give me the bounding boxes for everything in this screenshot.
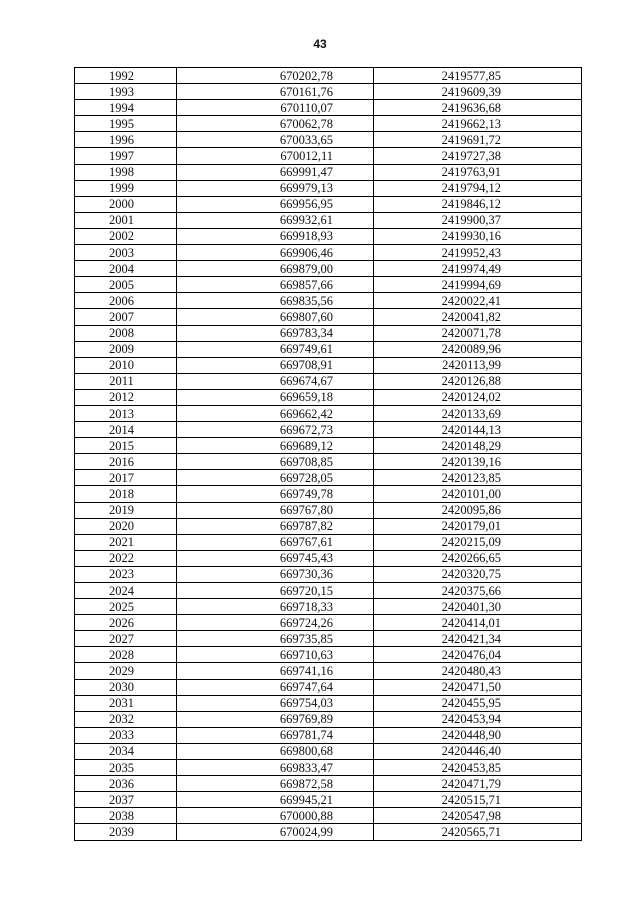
x-coordinate-cell: 669754,03 <box>177 695 374 711</box>
point-number-cell: 2034 <box>75 743 177 759</box>
table-row <box>75 132 582 148</box>
y-coordinate-cell: 2420113,99 <box>374 357 582 373</box>
y-coordinate-cell: 2419930,16 <box>374 228 582 244</box>
table-row <box>75 631 582 647</box>
x-coordinate-cell: 669749,78 <box>177 486 374 502</box>
x-coordinate-cell: 669769,89 <box>177 711 374 727</box>
y-coordinate-cell: 2420480,43 <box>374 663 582 679</box>
table-row <box>75 325 582 341</box>
y-coordinate-cell: 2419763,91 <box>374 164 582 180</box>
table-row <box>75 68 582 84</box>
y-coordinate-cell: 2420266,65 <box>374 550 582 566</box>
x-coordinate-cell: 669745,43 <box>177 550 374 566</box>
point-number-cell: 2037 <box>75 792 177 808</box>
y-coordinate-cell: 2419994,69 <box>374 277 582 293</box>
x-coordinate-cell: 670062,78 <box>177 116 374 132</box>
x-coordinate-cell: 669708,91 <box>177 357 374 373</box>
y-coordinate-cell: 2419609,39 <box>374 84 582 100</box>
table-row <box>75 357 582 373</box>
table-row <box>75 518 582 534</box>
table-row <box>75 566 582 582</box>
x-coordinate-cell: 669735,85 <box>177 631 374 647</box>
point-number-cell: 2014 <box>75 422 177 438</box>
coordinates-table-body <box>75 68 582 841</box>
x-coordinate-cell: 669767,80 <box>177 502 374 518</box>
table-row <box>75 180 582 196</box>
x-coordinate-cell: 669674,67 <box>177 373 374 389</box>
point-number-cell: 1992 <box>75 68 177 84</box>
x-coordinate-cell: 669787,82 <box>177 518 374 534</box>
x-coordinate-cell: 669956,95 <box>177 196 374 212</box>
point-number-cell: 2033 <box>75 727 177 743</box>
table-row <box>75 502 582 518</box>
point-number-cell: 1996 <box>75 132 177 148</box>
y-coordinate-cell: 2420375,66 <box>374 583 582 599</box>
table-row <box>75 615 582 631</box>
point-number-cell: 2015 <box>75 438 177 454</box>
x-coordinate-cell: 669730,36 <box>177 566 374 582</box>
y-coordinate-cell: 2420515,71 <box>374 792 582 808</box>
point-number-cell: 2020 <box>75 518 177 534</box>
point-number-cell: 2028 <box>75 647 177 663</box>
y-coordinate-cell: 2419846,12 <box>374 196 582 212</box>
x-coordinate-cell: 669749,61 <box>177 341 374 357</box>
table-row <box>75 824 582 840</box>
x-coordinate-cell: 669720,15 <box>177 583 374 599</box>
point-number-cell: 2022 <box>75 550 177 566</box>
x-coordinate-cell: 669708,85 <box>177 454 374 470</box>
table-row <box>75 647 582 663</box>
point-number-cell: 2029 <box>75 663 177 679</box>
point-number-cell: 1997 <box>75 148 177 164</box>
point-number-cell: 2025 <box>75 599 177 615</box>
point-number-cell: 2038 <box>75 808 177 824</box>
y-coordinate-cell: 2420453,94 <box>374 711 582 727</box>
x-coordinate-cell: 670012,11 <box>177 148 374 164</box>
table-row <box>75 405 582 421</box>
point-number-cell: 2009 <box>75 341 177 357</box>
x-coordinate-cell: 669710,63 <box>177 647 374 663</box>
point-number-cell: 1998 <box>75 164 177 180</box>
x-coordinate-cell: 669728,05 <box>177 470 374 486</box>
point-number-cell: 2012 <box>75 389 177 405</box>
table-row <box>75 277 582 293</box>
y-coordinate-cell: 2420133,69 <box>374 405 582 421</box>
y-coordinate-cell: 2419974,49 <box>374 261 582 277</box>
y-coordinate-cell: 2420089,96 <box>374 341 582 357</box>
y-coordinate-cell: 2420476,04 <box>374 647 582 663</box>
table-row <box>75 164 582 180</box>
x-coordinate-cell: 669932,61 <box>177 212 374 228</box>
table-row <box>75 261 582 277</box>
table-row <box>75 389 582 405</box>
table-row <box>75 808 582 824</box>
x-coordinate-cell: 670024,99 <box>177 824 374 840</box>
x-coordinate-cell: 669781,74 <box>177 727 374 743</box>
point-number-cell: 2001 <box>75 212 177 228</box>
point-number-cell: 2039 <box>75 824 177 840</box>
y-coordinate-cell: 2420565,71 <box>374 824 582 840</box>
x-coordinate-cell: 669835,56 <box>177 293 374 309</box>
x-coordinate-cell: 669991,47 <box>177 164 374 180</box>
table-row <box>75 245 582 261</box>
x-coordinate-cell: 669857,66 <box>177 277 374 293</box>
point-number-cell: 2035 <box>75 760 177 776</box>
point-number-cell: 2027 <box>75 631 177 647</box>
point-number-cell: 2024 <box>75 583 177 599</box>
point-number-cell: 2008 <box>75 325 177 341</box>
point-number-cell: 2031 <box>75 695 177 711</box>
table-row <box>75 148 582 164</box>
y-coordinate-cell: 2420455,95 <box>374 695 582 711</box>
x-coordinate-cell: 669767,61 <box>177 534 374 550</box>
x-coordinate-cell: 669872,58 <box>177 776 374 792</box>
y-coordinate-cell: 2420095,86 <box>374 502 582 518</box>
table-row <box>75 196 582 212</box>
x-coordinate-cell: 669741,16 <box>177 663 374 679</box>
table-row <box>75 792 582 808</box>
point-number-cell: 2004 <box>75 261 177 277</box>
y-coordinate-cell: 2420144,13 <box>374 422 582 438</box>
y-coordinate-cell: 2419577,85 <box>374 68 582 84</box>
y-coordinate-cell: 2420547,98 <box>374 808 582 824</box>
x-coordinate-cell: 669979,13 <box>177 180 374 196</box>
y-coordinate-cell: 2420071,78 <box>374 325 582 341</box>
x-coordinate-cell: 670202,78 <box>177 68 374 84</box>
y-coordinate-cell: 2419952,43 <box>374 245 582 261</box>
point-number-cell: 2017 <box>75 470 177 486</box>
x-coordinate-cell: 669783,34 <box>177 325 374 341</box>
y-coordinate-cell: 2420041,82 <box>374 309 582 325</box>
y-coordinate-cell: 2420124,02 <box>374 389 582 405</box>
coordinates-table <box>74 67 582 841</box>
point-number-cell: 2003 <box>75 245 177 261</box>
x-coordinate-cell: 669724,26 <box>177 615 374 631</box>
point-number-cell: 1993 <box>75 84 177 100</box>
y-coordinate-cell: 2419691,72 <box>374 132 582 148</box>
point-number-cell: 2007 <box>75 309 177 325</box>
table-row <box>75 341 582 357</box>
y-coordinate-cell: 2420320,75 <box>374 566 582 582</box>
table-row <box>75 309 582 325</box>
x-coordinate-cell: 669807,60 <box>177 309 374 325</box>
y-coordinate-cell: 2420453,85 <box>374 760 582 776</box>
table-row <box>75 84 582 100</box>
y-coordinate-cell: 2420022,41 <box>374 293 582 309</box>
table-row <box>75 212 582 228</box>
table-row <box>75 100 582 116</box>
y-coordinate-cell: 2420101,00 <box>374 486 582 502</box>
x-coordinate-cell: 669833,47 <box>177 760 374 776</box>
table-row <box>75 470 582 486</box>
x-coordinate-cell: 669906,46 <box>177 245 374 261</box>
table-row <box>75 454 582 470</box>
x-coordinate-cell: 670161,76 <box>177 84 374 100</box>
table-row <box>75 711 582 727</box>
x-coordinate-cell: 669918,93 <box>177 228 374 244</box>
y-coordinate-cell: 2420446,40 <box>374 743 582 759</box>
point-number-cell: 1999 <box>75 180 177 196</box>
table-row <box>75 679 582 695</box>
point-number-cell: 2019 <box>75 502 177 518</box>
point-number-cell: 1995 <box>75 116 177 132</box>
point-number-cell: 2005 <box>75 277 177 293</box>
table-row <box>75 583 582 599</box>
table-row <box>75 743 582 759</box>
point-number-cell: 2021 <box>75 534 177 550</box>
table-row <box>75 663 582 679</box>
y-coordinate-cell: 2420421,34 <box>374 631 582 647</box>
table-row <box>75 599 582 615</box>
x-coordinate-cell: 669672,73 <box>177 422 374 438</box>
x-coordinate-cell: 669689,12 <box>177 438 374 454</box>
y-coordinate-cell: 2420448,90 <box>374 727 582 743</box>
point-number-cell: 2018 <box>75 486 177 502</box>
y-coordinate-cell: 2420471,79 <box>374 776 582 792</box>
x-coordinate-cell: 669879,00 <box>177 261 374 277</box>
y-coordinate-cell: 2419662,13 <box>374 116 582 132</box>
y-coordinate-cell: 2419794,12 <box>374 180 582 196</box>
y-coordinate-cell: 2420414,01 <box>374 615 582 631</box>
x-coordinate-cell: 669662,42 <box>177 405 374 421</box>
x-coordinate-cell: 670110,07 <box>177 100 374 116</box>
table-row <box>75 776 582 792</box>
table-row <box>75 422 582 438</box>
y-coordinate-cell: 2420471,50 <box>374 679 582 695</box>
y-coordinate-cell: 2419900,37 <box>374 212 582 228</box>
y-coordinate-cell: 2419636,68 <box>374 100 582 116</box>
table-row <box>75 438 582 454</box>
table-row <box>75 534 582 550</box>
x-coordinate-cell: 669747,64 <box>177 679 374 695</box>
point-number-cell: 1994 <box>75 100 177 116</box>
y-coordinate-cell: 2419727,38 <box>374 148 582 164</box>
x-coordinate-cell: 669718,33 <box>177 599 374 615</box>
y-coordinate-cell: 2420215,09 <box>374 534 582 550</box>
point-number-cell: 2006 <box>75 293 177 309</box>
table-row <box>75 116 582 132</box>
point-number-cell: 2016 <box>75 454 177 470</box>
y-coordinate-cell: 2420123,85 <box>374 470 582 486</box>
table-row <box>75 228 582 244</box>
point-number-cell: 2023 <box>75 566 177 582</box>
table-row <box>75 760 582 776</box>
x-coordinate-cell: 670033,65 <box>177 132 374 148</box>
table-row <box>75 293 582 309</box>
point-number-cell: 2030 <box>75 679 177 695</box>
x-coordinate-cell: 669945,21 <box>177 792 374 808</box>
y-coordinate-cell: 2420179,01 <box>374 518 582 534</box>
table-row <box>75 486 582 502</box>
x-coordinate-cell: 669659,18 <box>177 389 374 405</box>
y-coordinate-cell: 2420148,29 <box>374 438 582 454</box>
point-number-cell: 2013 <box>75 405 177 421</box>
point-number-cell: 2010 <box>75 357 177 373</box>
table-row <box>75 550 582 566</box>
y-coordinate-cell: 2420126,88 <box>374 373 582 389</box>
x-coordinate-cell: 669800,68 <box>177 743 374 759</box>
point-number-cell: 2002 <box>75 228 177 244</box>
table-row <box>75 373 582 389</box>
point-number-cell: 2026 <box>75 615 177 631</box>
y-coordinate-cell: 2420401,30 <box>374 599 582 615</box>
x-coordinate-cell: 670000,88 <box>177 808 374 824</box>
point-number-cell: 2036 <box>75 776 177 792</box>
table-row <box>75 727 582 743</box>
point-number-cell: 2011 <box>75 373 177 389</box>
page-number: 43 <box>313 37 327 51</box>
point-number-cell: 2032 <box>75 711 177 727</box>
y-coordinate-cell: 2420139,16 <box>374 454 582 470</box>
point-number-cell: 2000 <box>75 196 177 212</box>
table-row <box>75 695 582 711</box>
